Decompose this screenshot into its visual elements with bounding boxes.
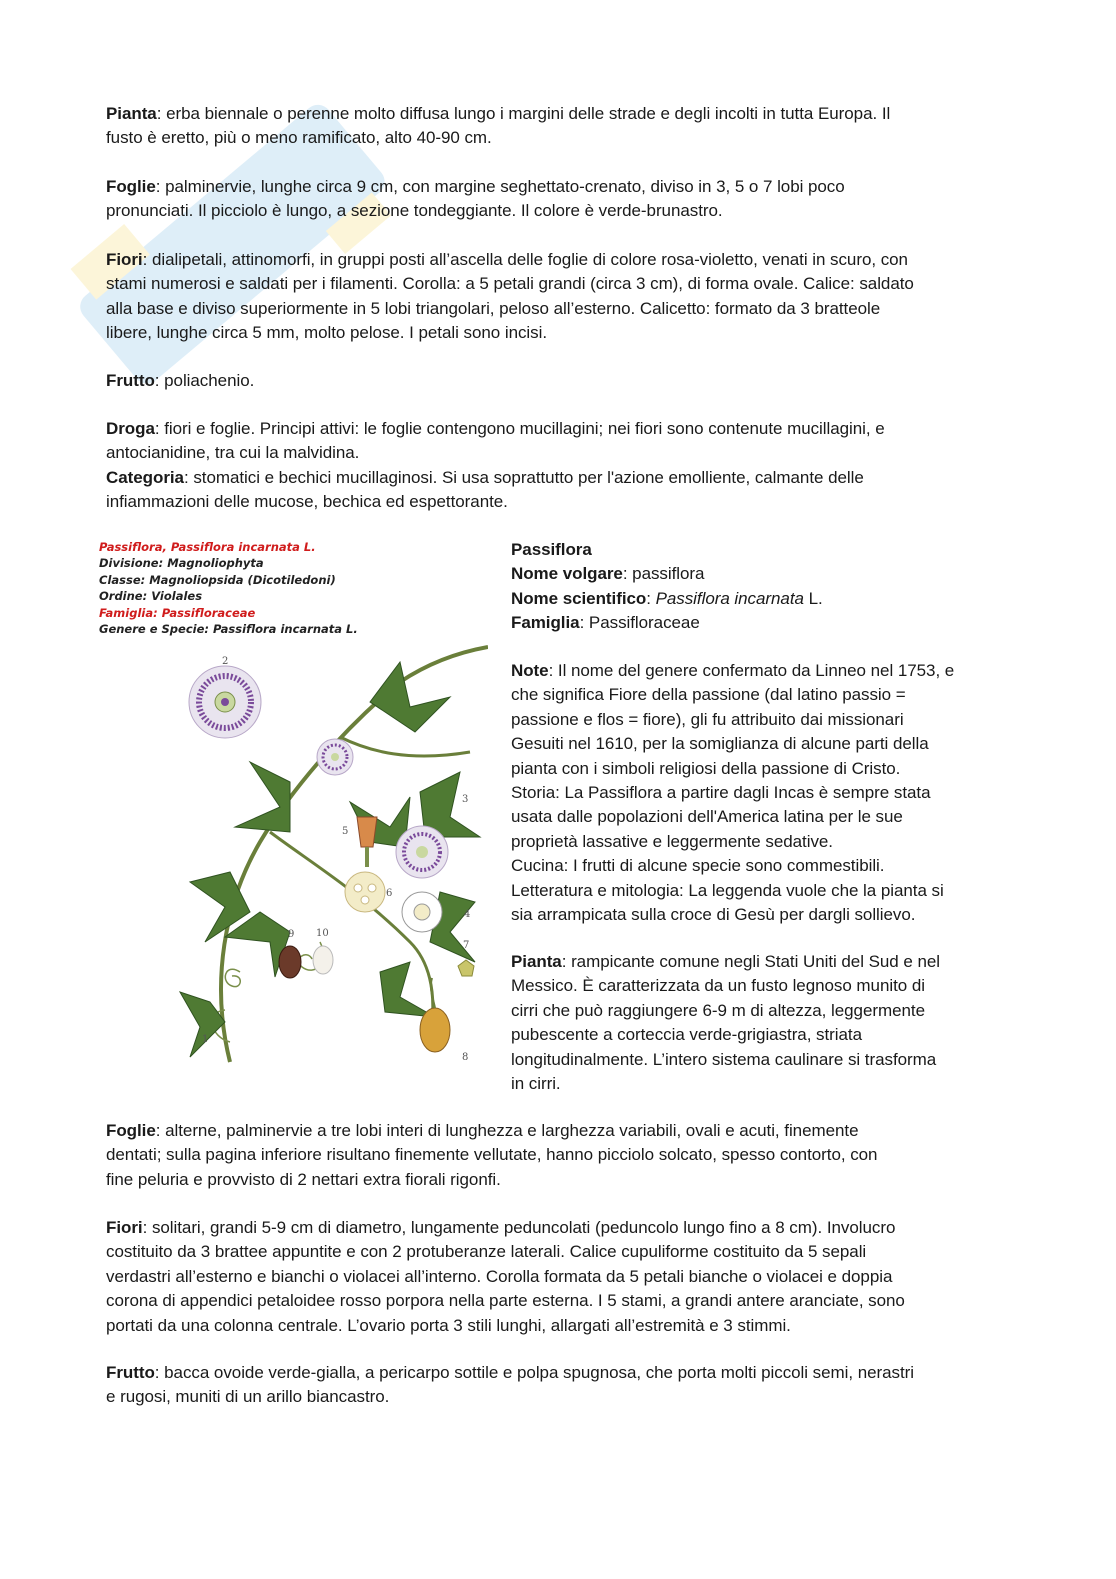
text-line: Messico. È caratterizzata da un fusto legnoso munito di xyxy=(511,976,925,996)
tendril xyxy=(225,969,240,986)
label-nome-scientifico: Nome scientifico xyxy=(511,588,647,608)
text-line: libere, lunghe circa 5 mm, molto pelose. I petali sono incisi. xyxy=(106,323,548,343)
text-line: stami numerosi e saldati per i filamenti. Corolla: a 5 petali grandi (circa 3 cm), di forma ovale. Calice: saldato xyxy=(106,274,914,294)
vine-stem xyxy=(340,737,470,756)
paragraph-pianta-1 xyxy=(106,102,1006,151)
plate-number: 8 xyxy=(462,1052,469,1063)
text-line: : alterne, palminervie a tre lobi interi di lunghezza e larghezza variabili, ovali e acuti, finemente xyxy=(155,1121,859,1140)
label-pianta-1: Pianta xyxy=(106,104,157,123)
nome-volgare-value: : passiflora xyxy=(622,564,705,584)
paragraph-frutto-1 xyxy=(106,369,1006,393)
passiflora-header xyxy=(511,538,1011,636)
text-line: : Il nome del genere confermato da Linneo nel 1753, e xyxy=(548,661,955,680)
flower-section xyxy=(357,817,377,867)
plate-number: 4 xyxy=(464,909,471,920)
text-line: : stomatici e bechici mucillaginosi. Si usa soprattutto per l'azione emolliente, calmante delle xyxy=(183,467,864,487)
paragraph-pianta-2 xyxy=(511,950,1011,1096)
text-line: : erba biennale o perenne molto diffusa lungo i margini delle strade e degli incolti in tutta Europa. Il xyxy=(156,104,891,123)
text-line: portati da una colonna centrale. L’ovario porta 3 stili lunghi, allargati all’estremità e 3 stimmi. xyxy=(106,1315,791,1335)
nome-scientifico-sep: : xyxy=(646,588,656,608)
aril-seed xyxy=(313,946,333,974)
text-line: : fiori e foglie. Principi attivi: le foglie contengono mucillagini; nei fiori sono contenute mucillagini, e xyxy=(154,419,885,438)
text-line: in cirri. xyxy=(511,1074,561,1094)
text-line: che significa Fiore della passione (dal latino passio = xyxy=(511,685,906,705)
botanical-illustration xyxy=(170,642,488,1067)
text-line: verdastri all’esterno e bianchi o violacei all’interno. Corolla formata da 5 petali bianche o violacei e doppia xyxy=(106,1266,893,1286)
plate-number: 5 xyxy=(342,826,349,837)
paragraph-droga xyxy=(106,417,1006,515)
text-line: Storia: La Passiflora a partire dagli Incas è sempre stata xyxy=(511,783,931,803)
paragraph-foglie-2 xyxy=(106,1119,1006,1192)
plate-number: 9 xyxy=(288,929,295,940)
label-foglie-1: Foglie xyxy=(106,177,156,196)
label-note: Note xyxy=(511,661,549,680)
text-line: : rampicante comune negli Stati Uniti del Sud e nel xyxy=(561,952,940,971)
paragraph-fiori-2 xyxy=(106,1216,1006,1338)
paragraph-note xyxy=(511,659,1011,927)
passiflora-title: Passiflora xyxy=(511,540,592,559)
paragraph-foglie-1 xyxy=(106,175,1006,224)
ovary-section xyxy=(345,872,385,912)
text-line: longitudinalmente. L’intero sistema caulinare si trasforma xyxy=(511,1049,937,1069)
caption-famiglia: Famiglia: Passifloraceae xyxy=(99,605,256,620)
text-line: infiammazioni delle mucose, bechica ed espettorante. xyxy=(106,492,508,512)
text-line: costituito da 3 brattee appuntite e con 2 protuberanze laterali. Calice cupuliforme costituito da 5 sepali xyxy=(106,1242,867,1262)
plate-number: 6 xyxy=(386,888,393,899)
text-line: pronunciati. Il picciolo è lungo, a sezione tondeggiante. Il colore è verde-brunastro. xyxy=(106,201,723,221)
plate-number: 7 xyxy=(463,940,470,951)
nome-scientifico-italic: Passiflora incarnata xyxy=(655,588,804,608)
text-line: passione e flos = fiore), gli fu attribuito dai missionari xyxy=(511,709,904,729)
passiflora-figure xyxy=(95,535,495,1070)
label-droga: Droga xyxy=(106,419,155,438)
caption-title xyxy=(99,539,358,555)
label-famiglia: Famiglia xyxy=(511,613,580,633)
text-line: : dialipetali, attinomorfi, in gruppi posti all’ascella delle foglie di colore rosa-violetto, venati in scuro, con xyxy=(142,250,908,269)
label-categoria: Categoria xyxy=(106,467,184,487)
plate-number: 1 xyxy=(202,1034,209,1045)
text-line: e rugosi, muniti di un arillo biancastro. xyxy=(106,1387,390,1407)
text-line: pianta con i simboli religiosi della passione di Cristo. xyxy=(511,758,901,778)
small-seed xyxy=(458,960,474,976)
label-frutto-1: Frutto xyxy=(106,371,155,390)
label-fiori-1: Fiori xyxy=(106,250,143,269)
text-line: Cucina: I frutti di alcune specie sono commestibili. xyxy=(511,856,885,876)
paragraph-fiori-1 xyxy=(106,248,1006,346)
text-line: Letteratura e mitologia: La leggenda vuole che la pianta si xyxy=(511,880,944,900)
text-line: : palminervie, lunghe circa 9 cm, con margine seghettato-crenato, diviso in 3, 5 o 7 lobi poco xyxy=(155,177,845,196)
passion-flower xyxy=(396,826,448,878)
floral-diagram xyxy=(402,892,442,932)
passion-flower xyxy=(189,666,261,738)
text-line: fusto è eretto, più o meno ramificato, alto 40-90 cm. xyxy=(106,128,492,148)
label-nome-volgare: Nome volgare xyxy=(511,564,623,584)
famiglia-value: : Passifloraceae xyxy=(579,613,700,633)
plate-number: 3 xyxy=(462,794,469,805)
fruit xyxy=(420,978,450,1052)
figure-caption xyxy=(99,539,358,637)
text-line: antocianidine, tra cui la malvidina. xyxy=(106,443,360,463)
paragraph-frutto-2 xyxy=(106,1361,1006,1410)
text-line: fine peluria e provvisto di 2 nettari extra fiorali rigonfi. xyxy=(106,1169,501,1189)
text-line: usata dalle popolazioni dell'America latina per le sue xyxy=(511,807,903,827)
label-foglie-2: Foglie xyxy=(106,1121,156,1140)
caption-genere: Genere e Specie: Passiflora incarnata L. xyxy=(99,622,358,637)
nome-scientifico-tail: L. xyxy=(803,588,823,608)
text-line: alla base e diviso superiormente in 5 lobi triangolari, peloso all’esterno. Calicetto: formato da 3 bratteole xyxy=(106,298,881,318)
label-pianta-2: Pianta xyxy=(511,952,562,971)
passion-flower xyxy=(317,739,353,775)
caption-ordine: Ordine: Violales xyxy=(99,589,203,604)
text-line: : bacca ovoide verde-gialla, a pericarpo sottile e polpa spugnosa, che porta molti piccoli semi, nerastri xyxy=(154,1363,915,1382)
caption-title-sep: , xyxy=(162,540,171,554)
plate-number: 10 xyxy=(316,928,329,939)
plate-number: 2 xyxy=(222,656,229,667)
text-line: sia arrampicata sulla croce di Gesù per dargli sollievo. xyxy=(511,905,916,925)
text-line: corona di appendici petaloidee rosso porpora nella parte esterna. I 5 stami, a grandi antere aranciate, sono xyxy=(106,1291,905,1311)
text-line: proprietà lassative e leggermente sedative. xyxy=(511,831,833,851)
label-frutto-2: Frutto xyxy=(106,1363,155,1382)
seed xyxy=(279,946,301,978)
text-line: cirri che può raggiungere 6-9 m di altezza, leggermente xyxy=(511,1000,925,1020)
text-line: dentati; sulla pagina inferiore risultano finemente vellutate, hanno picciolo solcato, spesso contorto, con xyxy=(106,1145,878,1165)
text-line: pubescente a corteccia verde-grigiastra, striata xyxy=(511,1025,862,1045)
text-line: : solitari, grandi 5-9 cm di diametro, lungamente peduncolati (peduncolo lungo fino a 8 cm). Involucro xyxy=(142,1218,896,1237)
caption-classe: Classe: Magnoliopsida (Dicotiledoni) xyxy=(99,572,336,587)
text-line: Gesuiti nel 1610, per la somiglianza di alcune parti della xyxy=(511,734,929,754)
caption-title-common: Passiflora xyxy=(99,540,163,554)
label-fiori-2: Fiori xyxy=(106,1218,143,1237)
caption-title-scientific: Passiflora incarnata L. xyxy=(170,540,316,554)
text-line: : poliachenio. xyxy=(154,371,255,390)
caption-divisione: Divisione: Magnoliophyta xyxy=(99,556,264,571)
